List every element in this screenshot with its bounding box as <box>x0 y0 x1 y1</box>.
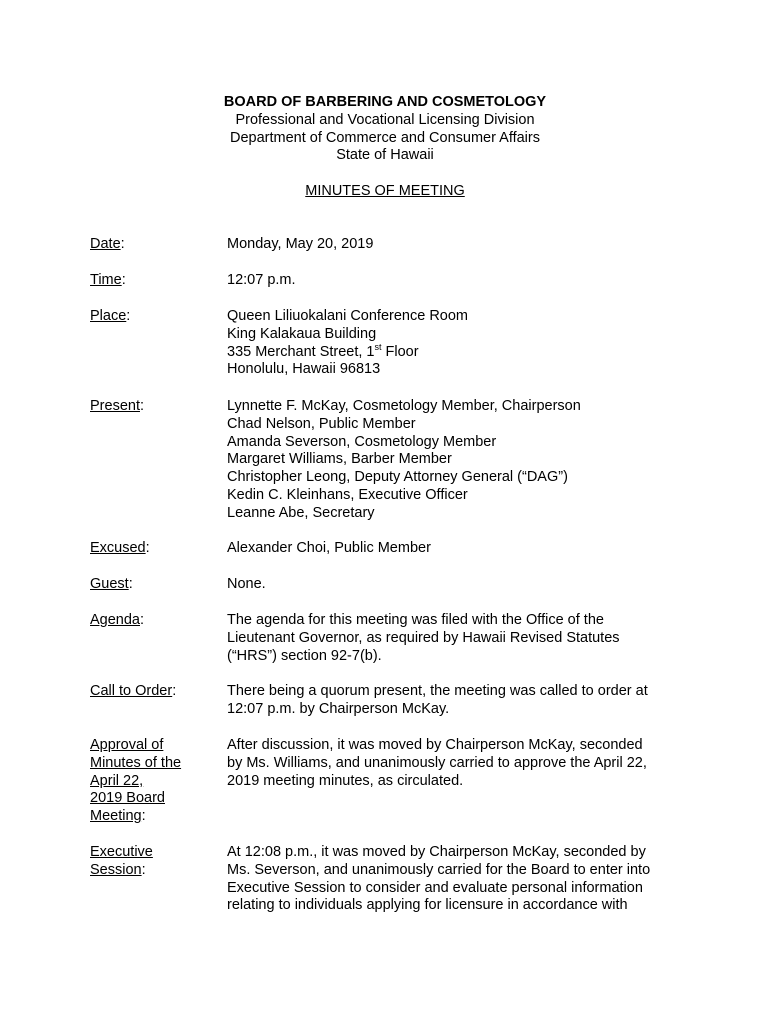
time-value-text: 12:07 p.m. <box>227 272 296 288</box>
state-name: State of Hawaii <box>336 147 434 164</box>
call-to-order-label-text: Call to Order <box>90 683 173 699</box>
excused-value <box>227 540 677 558</box>
division-name: Professional and Vocational Licensing Division <box>235 111 535 128</box>
present-member: Margaret Williams, Barber Member <box>227 451 452 468</box>
place-line-1: Queen Liliuokalani Conference Room <box>227 308 469 324</box>
present-label-text: Present <box>90 398 140 414</box>
place-line-3-pre: 335 Merchant Street, 1 <box>227 343 375 360</box>
place-line-3 <box>227 341 677 362</box>
call-to-order-line: 12:07 p.m. by Chairperson McKay. <box>227 700 450 717</box>
date-label-colon: : <box>120 236 125 252</box>
approval-label-line: Minutes of the <box>90 754 182 771</box>
time-label-text: Time <box>90 272 122 288</box>
present-list <box>227 398 677 523</box>
call-to-order-label <box>90 683 210 701</box>
guest-label <box>90 576 210 594</box>
call-to-order-text <box>227 683 677 719</box>
executive-session-text <box>227 844 677 915</box>
date-value <box>227 236 677 254</box>
date-value-text: Monday, May 20, 2019 <box>227 236 374 252</box>
executive-line: relating to individuals applying for licensure in accordance with <box>227 897 628 914</box>
place-value <box>227 308 677 379</box>
approval-label-line: Approval of <box>90 737 164 753</box>
date-label-text: Date <box>90 236 121 252</box>
present-label-colon: : <box>139 398 145 414</box>
department-name: Department of Commerce and Consumer Affairs <box>229 129 540 146</box>
minutes-title: MINUTES OF MEETING <box>305 183 465 200</box>
executive-label-line: Executive <box>90 844 153 860</box>
present-member: Leanne Abe, Secretary <box>227 504 375 521</box>
excused-label-colon: : <box>145 540 150 556</box>
excused-label-text: Excused <box>90 540 146 556</box>
place-line-3-post: Floor <box>381 343 419 360</box>
present-member: Lynnette F. McKay, Cosmetology Member, Chairperson <box>227 398 581 414</box>
approval-line: After discussion, it was moved by Chairperson McKay, seconded <box>227 737 643 753</box>
place-line-3-sup: st <box>374 341 382 352</box>
call-to-order-line: There being a quorum present, the meeting was called to order at <box>227 683 648 699</box>
excused-label <box>90 540 210 558</box>
present-member: Chad Nelson, Public Member <box>227 415 416 432</box>
present-label <box>90 398 210 416</box>
approval-text <box>227 737 677 790</box>
guest-value-text: None. <box>227 576 266 592</box>
agenda-label-text: Agenda <box>90 612 140 628</box>
call-to-order-label-colon: : <box>172 683 177 699</box>
guest-value <box>227 576 677 594</box>
present-member: Amanda Severson, Cosmetology Member <box>227 433 497 450</box>
time-label-colon: : <box>121 272 126 288</box>
board-title: BOARD OF BARBERING AND COSMETOLOGY <box>223 94 547 110</box>
approval-label-last <box>90 808 210 826</box>
approval-label-line: Meeting <box>90 808 142 825</box>
agenda-text <box>227 612 677 665</box>
date-label <box>90 236 210 254</box>
document-header <box>0 94 770 201</box>
present-member: Christopher Leong, Deputy Attorney General (“DAG”) <box>227 469 568 486</box>
agenda-label <box>90 612 210 630</box>
executive-session-label <box>90 844 210 880</box>
executive-line: Executive Session to consider and evaluate personal information <box>227 879 643 896</box>
place-line-2: King Kalakaua Building <box>227 325 377 342</box>
executive-label-last <box>90 862 210 880</box>
place-line-4: Honolulu, Hawaii 96813 <box>227 361 381 378</box>
approval-label-line: 2019 Board <box>90 790 165 807</box>
agenda-line: The agenda for this meeting was filed with the Office of the <box>227 612 604 628</box>
time-label <box>90 272 210 290</box>
approval-line: by Ms. Williams, and unanimously carried to approve the April 22, <box>227 754 647 771</box>
agenda-line: (“HRS”) section 92-7(b). <box>227 647 382 664</box>
guest-label-colon: : <box>128 576 133 592</box>
executive-line: At 12:08 p.m., it was moved by Chairperson McKay, seconded by <box>227 844 646 860</box>
excused-value-text: Alexander Choi, Public Member <box>227 540 431 556</box>
time-value <box>227 272 677 290</box>
approval-label-line: April 22, <box>90 772 144 789</box>
approval-label-colon: : <box>141 808 146 825</box>
executive-label-line: Session <box>90 861 142 878</box>
agenda-label-colon: : <box>140 612 145 628</box>
executive-line: Ms. Severson, and unanimously carried for the Board to enter into <box>227 861 651 878</box>
place-label <box>90 308 210 326</box>
approval-label <box>90 737 210 826</box>
place-label-text: Place <box>90 308 127 324</box>
executive-label-colon: : <box>141 861 146 878</box>
place-label-colon: : <box>126 308 131 324</box>
present-member: Kedin C. Kleinhans, Executive Officer <box>227 486 468 503</box>
agenda-line: Lieutenant Governor, as required by Hawaii Revised Statutes <box>227 629 620 646</box>
guest-label-text: Guest <box>90 576 129 592</box>
approval-line: 2019 meeting minutes, as circulated. <box>227 772 464 789</box>
